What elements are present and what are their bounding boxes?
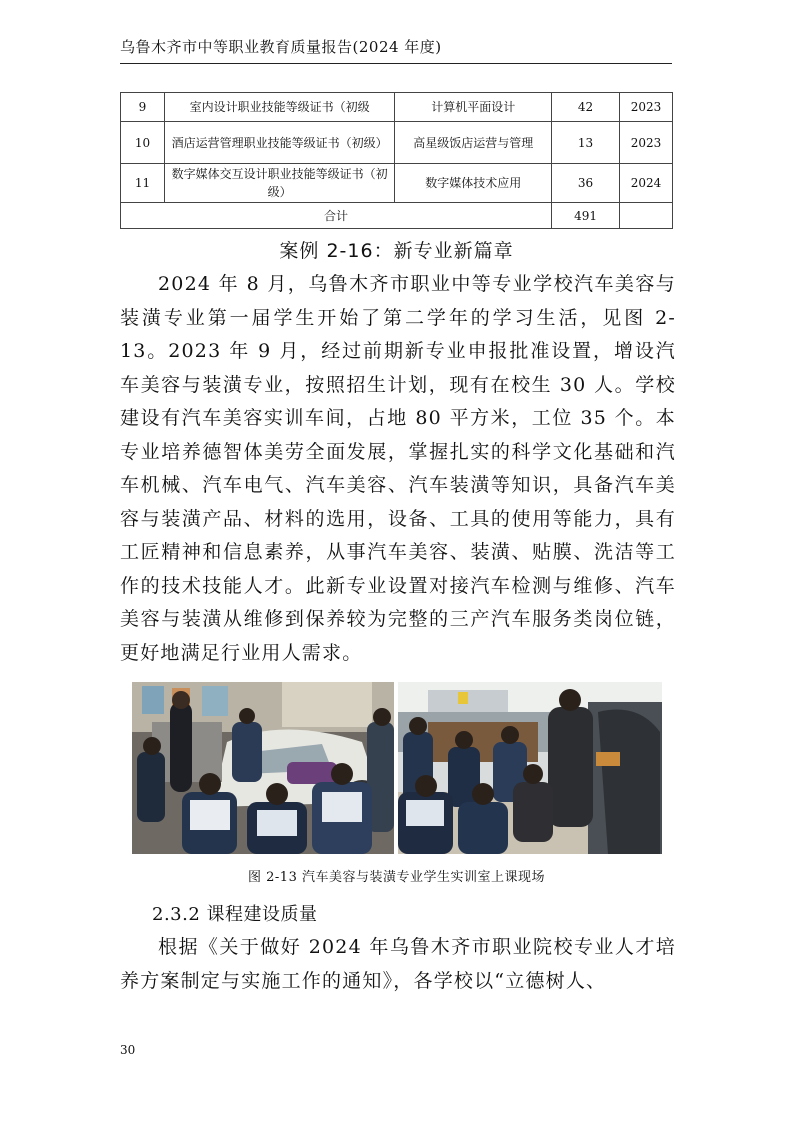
certificate-name: 酒店运营管理职业技能等级证书（初级） bbox=[164, 122, 395, 164]
section-heading: 2.3.2 课程建设质量 bbox=[152, 904, 318, 925]
certificate-name: 室内设计职业技能等级证书（初级 bbox=[164, 93, 395, 122]
table-row bbox=[121, 164, 673, 203]
total-value: 491 bbox=[552, 203, 620, 229]
page-header: 乌鲁木齐市中等职业教育质量报告(2024 年度) bbox=[120, 36, 672, 64]
body-paragraph: 根据《关于做好 2024 年乌鲁木齐市职业院校专业人才培养方案制定与实施工作的通知》，各学校以“立德树人、 bbox=[120, 936, 676, 992]
student-count: 42 bbox=[552, 93, 620, 122]
year: 2023 bbox=[620, 93, 673, 122]
major-name: 数字媒体技术应用 bbox=[395, 164, 552, 203]
certificate-name: 数字媒体交互设计职业技能等级证书（初级） bbox=[164, 164, 395, 203]
total-empty-cell bbox=[620, 203, 673, 229]
major-name: 高星级饭店运营与管理 bbox=[395, 122, 552, 164]
total-label: 合计 bbox=[121, 203, 552, 229]
figure-caption: 图 2-13 汽车美容与装潢专业学生实训室上课现场 bbox=[248, 870, 545, 885]
page-number: 30 bbox=[120, 1043, 136, 1057]
classroom-photo-left bbox=[132, 682, 394, 854]
table-row bbox=[121, 122, 673, 164]
body-paragraph: 2024 年 8 月，乌鲁木齐市职业中等专业学校汽车美容与装潢专业第一届学生开始了第二学年的学习生活，见图 2-13。2023 年 9 月，经过前期新专业申报批准设置，增设汽车美容与装潢专业，按照招生计划，现有在校生 30 人。学校建设有汽车美容实训车间，占地 80 平方米，工位 35 个。本专业培养德智体美劳全面发展，掌握扎实的科学文化基础和汽车机械、汽车电气、汽车美容、汽车装潢等知识，具备汽车美容与装潢产品、材料的选用，设备、工具的使用等能力，具有工匠精神和信息素养，从事汽车美容、装潢、贴膜、洗洁等工作的技术技能人才。此新专业设置对接汽车检测与维修、汽车美容与装潢从维修到保养较为完整的三产汽车服务类岗位链，更好地满足行业用人需求。 bbox=[120, 273, 676, 664]
student-count: 36 bbox=[552, 164, 620, 203]
certificate-table bbox=[120, 92, 673, 229]
year: 2024 bbox=[620, 164, 673, 203]
table-total-row bbox=[121, 203, 673, 229]
row-number: 11 bbox=[121, 164, 165, 203]
row-number: 10 bbox=[121, 122, 165, 164]
row-number: 9 bbox=[121, 93, 165, 122]
figure-photos bbox=[132, 682, 662, 854]
classroom-photo-right bbox=[398, 682, 662, 854]
year: 2023 bbox=[620, 122, 673, 164]
student-count: 13 bbox=[552, 122, 620, 164]
table-row bbox=[121, 93, 673, 122]
major-name: 计算机平面设计 bbox=[395, 93, 552, 122]
case-title: 案例 2-16：新专业新篇章 bbox=[279, 240, 514, 262]
